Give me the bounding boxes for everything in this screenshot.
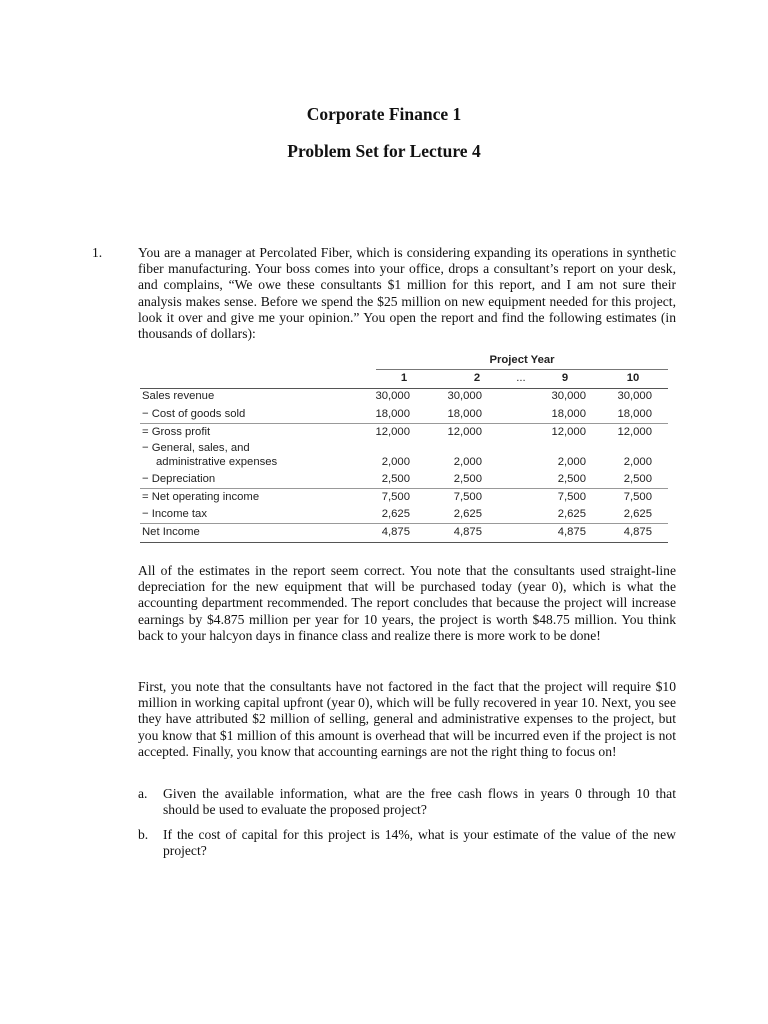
column-header: 2 [473, 372, 481, 384]
table-cell: 2,500 [623, 473, 652, 485]
table-cell: 12,000 [551, 426, 586, 438]
row-label: = Net operating income [142, 491, 260, 503]
table-cell: 2,625 [623, 508, 652, 520]
row-label: − Cost of goods sold [142, 408, 246, 420]
question-label: a. [138, 786, 148, 801]
row-label: Net Income [142, 526, 200, 538]
table-cell: 2,625 [381, 508, 410, 520]
table-cell: 2,500 [557, 473, 586, 485]
table-row [140, 388, 668, 405]
table-cell: 4,875 [623, 526, 652, 538]
table-cell: 30,000 [375, 390, 410, 402]
row-label: Sales revenue [142, 390, 215, 402]
table-cell: 2,625 [453, 508, 482, 520]
table-cell: 4,875 [557, 526, 586, 538]
table-row [140, 524, 668, 541]
table-cell: 2,000 [381, 456, 410, 468]
table-cell: 12,000 [447, 426, 482, 438]
column-header: ... [516, 372, 526, 384]
question-text: Given the available information, what are the free cash flows in years 0 through 10 that should be used to evaluate the proposed project? [163, 786, 676, 818]
row-label: administrative expenses [156, 456, 278, 468]
table-cell: 2,500 [453, 473, 482, 485]
table-row [140, 454, 668, 471]
table-cell: 4,875 [453, 526, 482, 538]
table-cell: 12,000 [617, 426, 652, 438]
problem-1-intro [92, 245, 676, 342]
table-cell: 2,000 [453, 456, 482, 468]
question-label: b. [138, 827, 149, 842]
row-label: = Gross profit [142, 426, 211, 438]
problem-1-intro-text: You are a manager at Percolated Fiber, which is considering expanding its operations in synthetic fiber manufacturing. Your boss comes into your office, drops a consultant’s report on your desk, and complains, “We owe these consultants $1 million for this report, and I am not sure their analysis makes sense. Before we spend the $25 million on new equipment needed for this project, look it over and give me your opinion.” You open the report and find the following estimates (in thousands of dollars): [138, 245, 676, 342]
column-header: 1 [400, 372, 408, 384]
table-row [140, 424, 668, 441]
row-label: − General, sales, and [142, 442, 250, 454]
row-label: − Income tax [142, 508, 207, 520]
table-cell: 18,000 [617, 408, 652, 420]
divider [140, 542, 668, 543]
table-row [140, 489, 668, 506]
problem-number: 1. [92, 245, 103, 260]
table-row [140, 471, 668, 488]
table-cell: 30,000 [447, 390, 482, 402]
table-group-header: Project Year [376, 352, 668, 370]
table-cell: 7,500 [557, 491, 586, 503]
table-row [140, 506, 668, 523]
table-row [140, 406, 668, 423]
table-cell: 7,500 [623, 491, 652, 503]
table-cell: 2,000 [623, 456, 652, 468]
document-title: Corporate Finance 1 [306, 104, 462, 124]
table-cell: 30,000 [551, 390, 586, 402]
table-cell: 30,000 [617, 390, 652, 402]
table-cell: 18,000 [447, 408, 482, 420]
table-cell: 7,500 [381, 491, 410, 503]
column-header: 10 [626, 372, 640, 384]
question-item [138, 827, 676, 859]
table-cell: 4,875 [381, 526, 410, 538]
table-header-row [140, 370, 668, 387]
paragraph: All of the estimates in the report seem correct. You note that the consultants used straight-line depreciation for the new equipment that will be purchased today (year 0), which is what the accounting department recommended. The report concludes that because the project will increase earnings by $4.875 million per year for 10 years, the project is worth $48.75 million. You think back to your halcyon days in finance class and realize there is more work to be done! [138, 563, 676, 643]
row-label: − Depreciation [142, 473, 216, 485]
table-cell: 2,000 [557, 456, 586, 468]
question-item [138, 786, 676, 818]
document-subtitle: Problem Set for Lecture 4 [287, 141, 481, 161]
table-cell: 18,000 [551, 408, 586, 420]
table-cell: 2,500 [381, 473, 410, 485]
table-cell: 18,000 [375, 408, 410, 420]
table-cell: 2,625 [557, 508, 586, 520]
column-header: 9 [561, 372, 569, 384]
question-text: If the cost of capital for this project is 14%, what is your estimate of the value of the new project? [163, 827, 676, 859]
table-cell: 7,500 [453, 491, 482, 503]
table-cell: 12,000 [375, 426, 410, 438]
paragraph: First, you note that the consultants have not factored in the fact that the project will require $10 million in working capital upfront (year 0), which will be fully recovered in year 10. Next, you see they have attributed $2 million of selling, general and administrative expenses to the project, but you know that $1 million of this amount is overhead that will be incurred even if the project is not accepted. Finally, you know that accounting earnings are not the right thing to focus on! [138, 679, 676, 759]
